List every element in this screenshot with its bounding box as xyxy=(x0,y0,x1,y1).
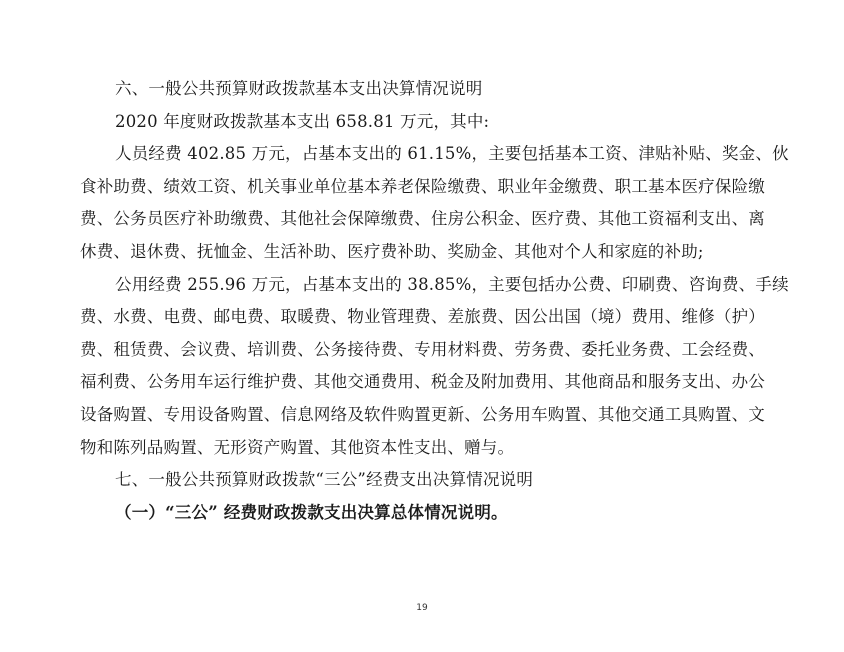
paragraph-line: 费、公务员医疗补助缴费、其他社会保障缴费、住房公积金、医疗费、其他工资福利支出、离 xyxy=(80,209,765,229)
document-body xyxy=(80,73,789,529)
page-number: 19 xyxy=(416,603,428,613)
paragraph-line: 公用经费 255.96 万元，占基本支出的 38.85%，主要包括办公费、印刷费、咨询费、手续 xyxy=(115,274,789,294)
paragraph-line: 2020 年度财政拨款基本支出 658.81 万元，其中: xyxy=(115,111,490,131)
paragraph-line: 休费、退休费、抚恤金、生活补助、医疗费补助、奖励金、其他对个人和家庭的补助; xyxy=(80,241,704,261)
section-heading-six: 六、一般公共预算财政拨款基本支出决算情况说明 xyxy=(115,79,483,98)
section-heading-seven: 七、一般公共预算财政拨款“三公”经费支出决算情况说明 xyxy=(115,470,534,490)
paragraph-line: 费、租赁费、会议费、培训费、公务接待费、专用材料费、劳务费、委托业务费、工会经费、 xyxy=(80,339,765,359)
paragraph-line: 物和陈列品购置、无形资产购置、其他资本性支出、赠与。 xyxy=(80,437,515,457)
paragraph-line: 福利费、公务用车运行维护费、其他交通费用、税金及附加费用、其他商品和服务支出、办公 xyxy=(80,372,765,392)
paragraph-line: 食补助费、绩效工资、机关事业单位基本养老保险缴费、职业年金缴费、职工基本医疗保险缴 xyxy=(80,176,765,196)
paragraph-line: 设备购置、专用设备购置、信息网络及软件购置更新、公务用车购置、其他交通工具购置、文 xyxy=(80,404,765,424)
paragraph-line: 费、水费、电费、邮电费、取暖费、物业管理费、差旅费、因公出国（境）费用、维修（护） xyxy=(80,307,765,327)
paragraph-line: 人员经费 402.85 万元，占基本支出的 61.15%，主要包括基本工资、津贴补贴、奖金、伙 xyxy=(115,144,789,164)
subsection-heading: （一）“三公” 经费财政拨款支出决算总体情况说明。 xyxy=(115,502,508,522)
